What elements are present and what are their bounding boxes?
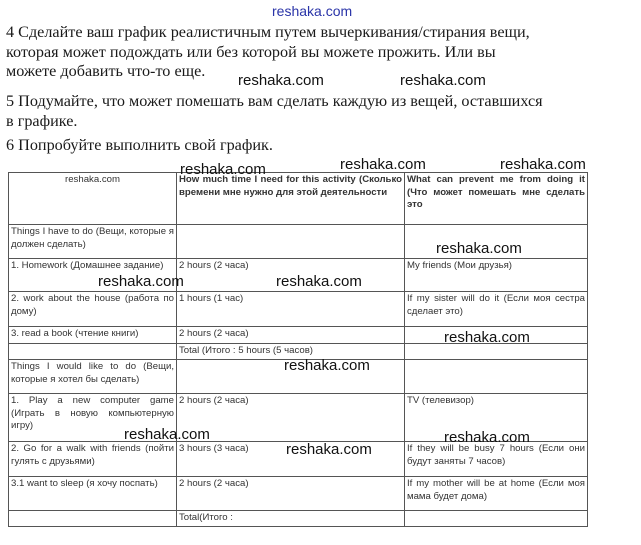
watermark: reshaka.com (436, 240, 522, 257)
table-cell (9, 344, 177, 360)
table-cell: My friends (Мои друзья) (405, 259, 588, 292)
watermark: reshaka.com (238, 72, 324, 89)
watermark: reshaka.com (400, 72, 486, 89)
table-cell: 1 hours (1 час) (177, 292, 405, 327)
table-cell: 3 hours (3 часа) (177, 442, 405, 477)
watermark: reshaka.com (286, 441, 372, 458)
table-cell (177, 225, 405, 259)
watermark: reshaka.com (180, 161, 266, 178)
watermark: reshaka.com (98, 273, 184, 290)
table-cell: 3. read a book (чтение книги) (9, 327, 177, 344)
table-row (9, 292, 588, 327)
watermark: reshaka.com (500, 156, 586, 173)
table-cell: If my mother will be at home (Если моя мама будет дома) (405, 477, 588, 511)
table-cell: 2 hours (2 часа) (177, 259, 405, 292)
table-cell: Total (Итого : 5 hours (5 часов) (177, 344, 405, 360)
table-cell: 2 hours (2 часа) (177, 477, 405, 511)
table-cell: 2 hours (2 часа) (177, 327, 405, 344)
table-header-cell: reshaka.com (9, 173, 177, 225)
table-cell (9, 511, 177, 527)
table-cell: 1. Homework (Домашнее задание) (9, 259, 177, 292)
table-cell: 2. Go for a walk with friends (пойти гулять с друзьями) (9, 442, 177, 477)
paragraph-line: которая может подождать или без которой вы можете прожить. Или вы (6, 42, 496, 61)
watermark: reshaka.com (444, 329, 530, 346)
table-cell: Things I have to do (Вещи, которые я должен сделать) (9, 225, 177, 259)
watermark: reshaka.com (444, 429, 530, 446)
paragraph-step-5 (6, 92, 636, 131)
paragraph-line: можете добавить что-то еще. (6, 62, 206, 80)
watermark: reshaka.com (272, 3, 353, 19)
table-cell: Total(Итого : (177, 511, 405, 527)
paragraph-line: 5 Подумайте, что может помешать вам сделать каждую из вещей, оставшихся (6, 92, 543, 110)
watermark: reshaka.com (276, 273, 362, 290)
schedule-table (8, 172, 588, 527)
table-cell (405, 511, 588, 527)
table-cell: 2 hours (2 часа) (177, 394, 405, 442)
paragraph-step-6 (6, 136, 636, 156)
table-cell: If they will be busy 7 hours (Если они будут заняты 7 часов) (405, 442, 588, 477)
table-cell: 2. work about the house (работа по дому) (9, 292, 177, 327)
paragraph-line: в графике. (6, 111, 78, 130)
table-cell: 3.1 want to sleep (я хочу поспать) (9, 477, 177, 511)
table-row (9, 511, 588, 527)
paragraph-line: 4 Сделайте ваш график реалистичным путем вычеркивания/стирания вещи, (6, 23, 530, 41)
watermark: reshaka.com (284, 357, 370, 374)
watermark: reshaka.com (340, 156, 426, 173)
paragraph-line: 6 Попробуйте выполнить свой график. (6, 136, 273, 154)
table-header-cell: What can prevent me from doing it (Что может помешать мне сделать это (405, 173, 588, 225)
table-cell: TV (телевизор) (405, 394, 588, 442)
watermark: reshaka.com (124, 426, 210, 443)
table-header-row (9, 173, 588, 225)
table-cell (405, 360, 588, 394)
table-cell: If my sister will do it (Если моя сестра сделает это) (405, 292, 588, 327)
table-cell: Things I would like to do (Вещи, которые я хотел бы сделать) (9, 360, 177, 394)
table-cell: 1. Play a new computer game (Играть в новую компьютерную игру) (9, 394, 177, 442)
table-row (9, 477, 588, 511)
table-header-cell: How much time I need for this activity (Сколько времени мне нужно для этой деятельности (177, 173, 405, 225)
